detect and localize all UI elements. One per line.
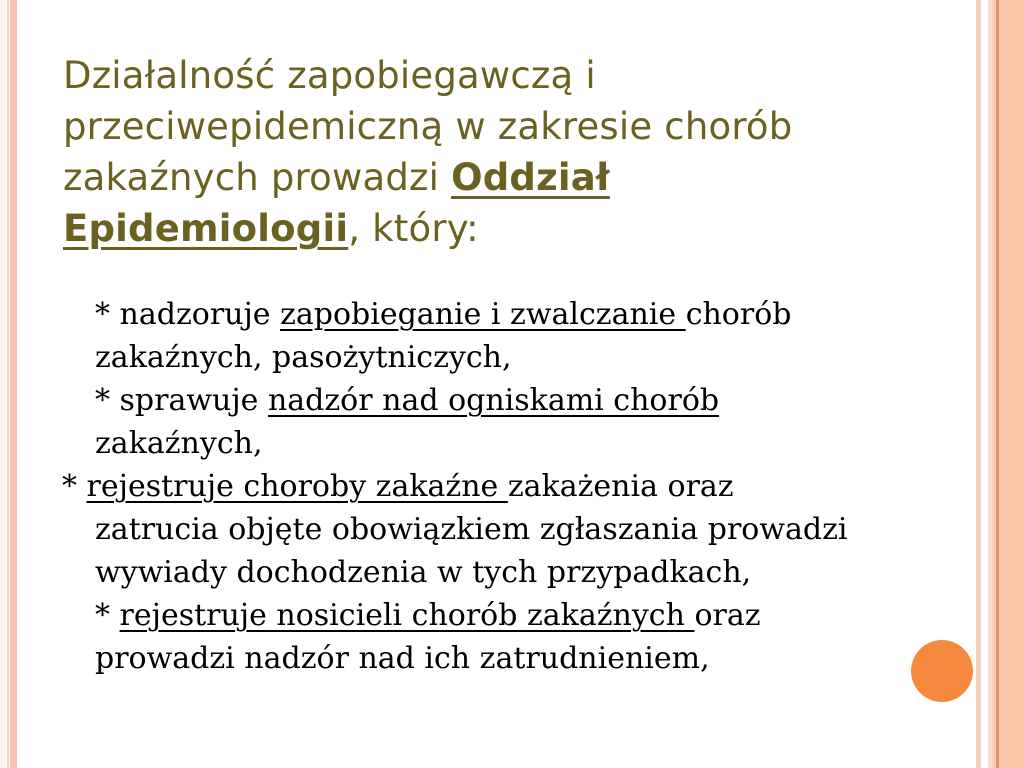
body-text: *	[95, 598, 120, 633]
body-text: zatrucia objęte obowiązkiem zgłaszania prowadzi	[95, 512, 848, 547]
body-underlined-text: rejestruje choroby zakaźne	[86, 469, 508, 504]
body-text: prowadzi nadzór nad ich zatrudnieniem,	[95, 641, 710, 676]
body-line	[62, 465, 925, 508]
body-text: * nadzoruje	[95, 297, 281, 332]
body-line	[95, 594, 925, 637]
title-text: przeciwepidemiczną w zakresie chorób	[63, 105, 793, 148]
right-stripe-decoration	[976, 0, 1024, 768]
title-line-3	[63, 152, 903, 203]
body-underlined-text: nadzór nad ogniskami chorób	[267, 383, 720, 418]
title-line-2	[63, 101, 903, 152]
left-stripe-decoration	[0, 0, 17, 768]
body-text: oraz	[694, 598, 761, 633]
body-underlined-text: rejestruje nosicieli chorób zakaźnych	[119, 598, 695, 633]
body-line	[95, 293, 925, 336]
body-text: chorób	[685, 297, 792, 332]
body-underlined-text: zapobieganie i zwalczanie	[280, 297, 686, 332]
title-emphasis-oddzial: Oddział	[451, 156, 610, 199]
body-text: zakaźnych, pasożytniczych,	[95, 340, 512, 375]
title-emphasis-epidemiologii: Epidemiologii	[63, 207, 349, 250]
body-line	[95, 336, 925, 379]
body-text: zakażenia oraz	[507, 469, 734, 504]
body-line	[95, 551, 925, 594]
slide-body	[62, 293, 925, 680]
title-text: , który:	[348, 207, 479, 250]
title-line-1	[63, 50, 903, 101]
body-line	[95, 637, 925, 680]
body-line	[95, 379, 925, 422]
body-text: *	[62, 469, 87, 504]
body-line	[95, 508, 925, 551]
body-line	[95, 422, 925, 465]
title-text: Działalność zapobiegawczą i	[63, 54, 596, 97]
body-text: * sprawuje	[95, 383, 268, 418]
slide-title	[63, 50, 903, 254]
title-text: zakaźnych prowadzi	[63, 156, 452, 199]
body-text: zakaźnych,	[95, 426, 263, 461]
title-line-4	[63, 203, 903, 254]
body-text: wywiady dochodzenia w tych przypadkach,	[95, 555, 752, 590]
